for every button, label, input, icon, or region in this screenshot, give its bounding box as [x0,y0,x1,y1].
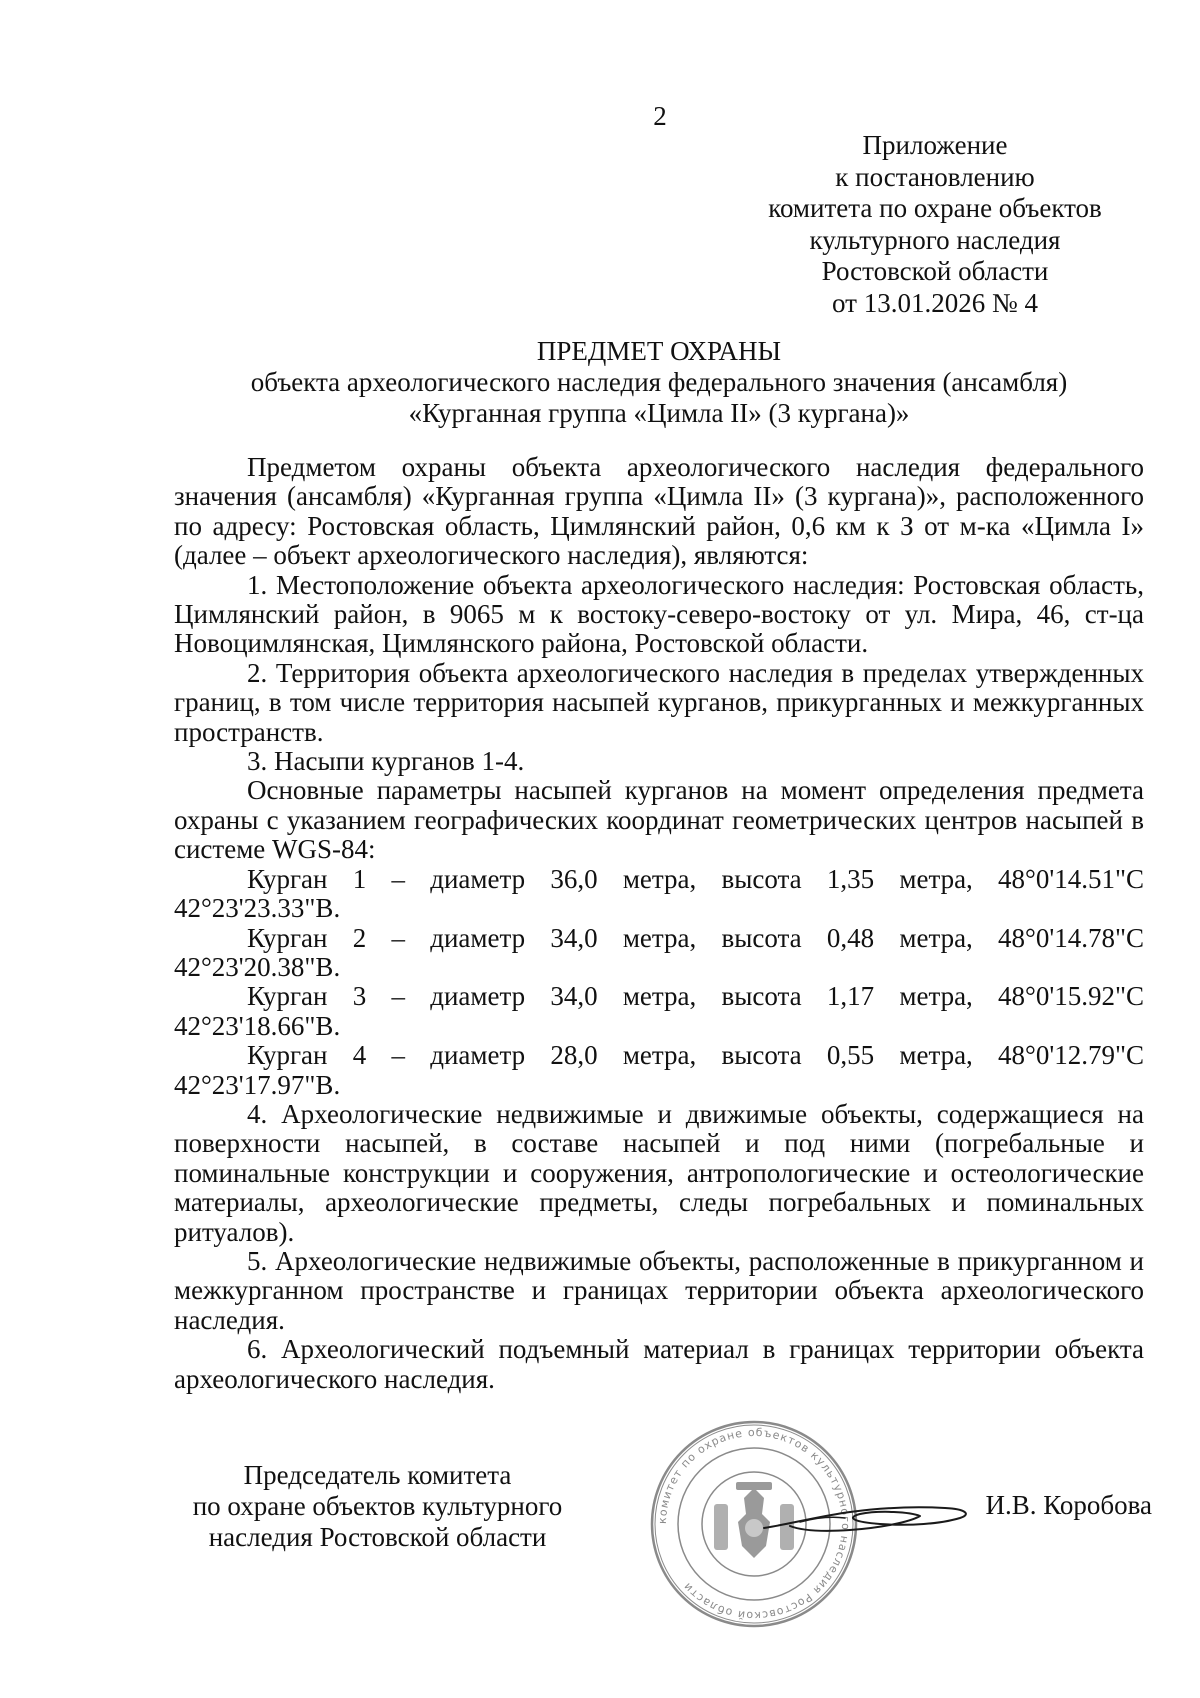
signatory-name: И.В. Коробова [985,1490,1152,1520]
body-paragraph-kurgan-2: Курган 2 – диаметр 34,0 метра, высота 0,48 метра, 48°0'14.78"С 42°23'20.38"В. [174,922,1144,982]
body-paragraph-kurgan-4: Курган 4 – диаметр 28,0 метра, высота 0,55 метра, 48°0'12.79"С 42°23'17.97"В. [174,1040,1144,1100]
body-paragraph-mounds: 3. Насыпи курганов 1-4. [247,746,525,777]
body-paragraph-objects: 4. Археологические недвижимые и движимые объекты, содержащиеся на поверхности насыпей, в составе насыпей и под ними (погребальные и поминальные конструкции и сооружения, антропологические и остеологические материалы, археологические предметы, следы погребальных и поминальных ритуалов). [174,1098,1144,1247]
body-paragraph-surface-material: 6. Археологический подъемный материал в границах территории объекта археологического наследия. [174,1334,1144,1394]
signatory-title-line: наследия Ростовской области [208,1522,547,1552]
svg-text:комитет по охране объектов кул: комитет по охране объектов культурного наследия Ростовской области [655,1425,853,1623]
handwritten-signature [760,1478,975,1548]
appendix-date-line: от 13.01.2026 № 4 [832,287,1038,318]
body-paragraph-territory: 2. Территория объекта археологического наследия в пределах утвержденных границ, в том числе территория насыпей курганов, прикурганных и межкурганных пространств. [174,657,1144,747]
body-paragraph-location: 1. Местоположение объекта археологического наследия: Ростовская область, Цимлянский район, в 9065 м к востоку-северо-востоку от ул. Мира, 46, ст-ца Новоцимлянская, Цимлянского района, Ростовской области. [174,569,1144,659]
appendix-line: Ростовской области [821,256,1049,286]
body-paragraph-immovable: 5. Археологические недвижимые объекты, расположенные в прикурганном и межкурганном пространстве и границах территории объекта археологического наследия. [174,1245,1144,1335]
title-object-name: «Курганная группа «Цимла II» (3 кургана)» [408,398,910,428]
appendix-line: Приложение [862,130,1008,160]
body-paragraph-kurgan-3: Курган 3 – диаметр 34,0 метра, высота 1,17 метра, 48°0'15.92"С 42°23'18.66"В. [174,981,1144,1041]
document-title [174,336,1144,429]
page-number: 2 [653,101,667,131]
appendix-line: к постановлению [835,161,1035,192]
appendix-line: комитета по охране объектов [768,193,1102,223]
appendix-block [745,130,1125,319]
signatory-title-line: по охране объектов культурного [192,1491,563,1521]
title-subtitle: объекта археологического наследия федерального значения (ансамбля) [250,367,1068,397]
title-heading: ПРЕДМЕТ ОХРАНЫ [536,336,782,366]
body-paragraph-intro: Предметом охраны объекта археологического наследия федерального значения (ансамбля) «Курганная группа «Цимла II» (3 кургана)», расположенного по адресу: Ростовская область, Цимлянский район, 0,6 км к З от м-ка «Цимла I» (далее – объект археологического наследия), являются: [174,452,1144,571]
document-body [174,453,1144,1394]
appendix-line: культурного наследия [809,224,1061,255]
body-paragraph-kurgan-1: Курган 1 – диаметр 36,0 метра, высота 1,35 метра, 48°0'14.51"С 42°23'23.33"В. [174,863,1144,924]
signatory-title-line: Председатель комитета [243,1460,512,1490]
body-paragraph-parameters: Основные параметры насыпей курганов на момент определения предмета охраны с указанием географических координат геометрических центров насыпей в системе WGS-84: [174,775,1144,865]
signatory-title [150,1460,605,1553]
